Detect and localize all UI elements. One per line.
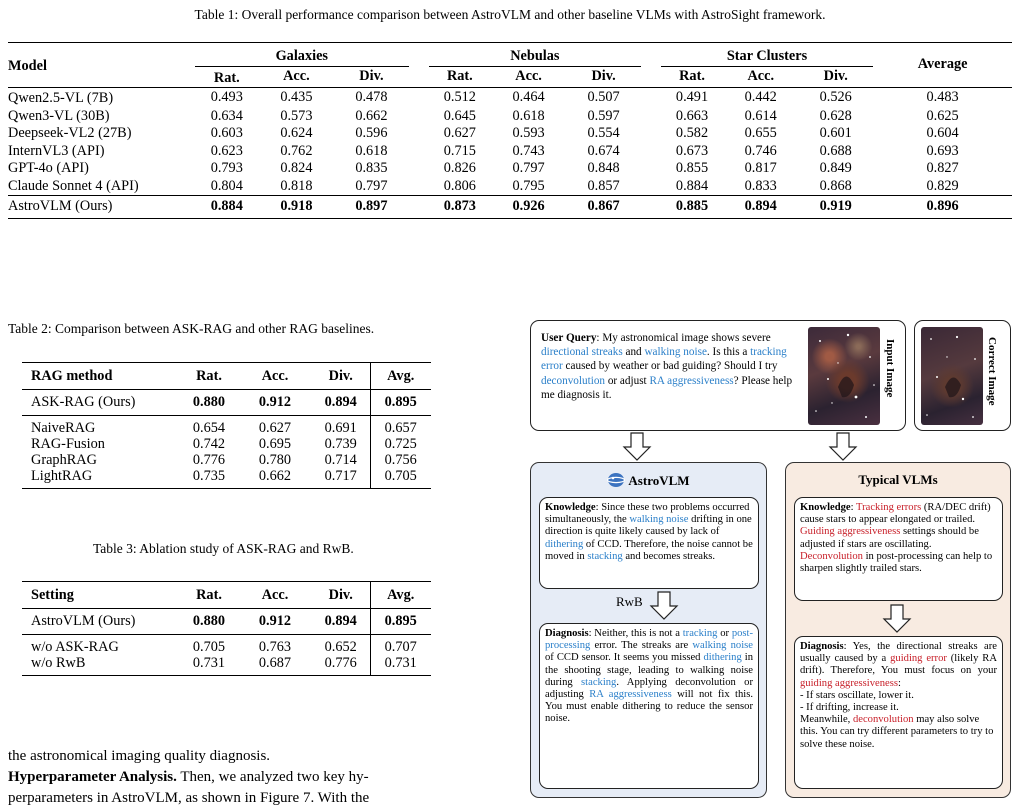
model-name: InternVL3 (API): [8, 142, 105, 159]
score-cell: 0.593: [512, 125, 545, 141]
score-cell: 0.627: [258, 420, 292, 436]
average-cell: 0.604: [926, 125, 959, 141]
table-row: [22, 416, 431, 437]
section-heading: Hyperparameter Analysis.: [8, 769, 177, 785]
score-cell: 0.797: [355, 177, 388, 194]
average-cell: 0.693: [926, 142, 959, 159]
score-cell: 0.614: [744, 107, 777, 124]
row-label: RAG-Fusion: [31, 436, 105, 452]
row-label: ASK-RAG (Ours): [31, 394, 136, 410]
sub-acc: Acc.: [515, 68, 542, 84]
score-cell: 0.776: [192, 452, 226, 468]
table-row-ours: [22, 609, 431, 635]
score-cell: 0.597: [587, 107, 620, 124]
user-query-label: User Query: [541, 332, 597, 344]
star-field: [808, 327, 880, 425]
table-row: [22, 468, 431, 489]
score-cell: 0.691: [324, 420, 357, 436]
row-label: w/o RwB: [31, 655, 86, 671]
body-paragraph: [8, 769, 369, 786]
table1-row: [8, 160, 1012, 178]
model-name: Claude Sonnet 4 (API): [8, 177, 139, 194]
model-name: AstroVLM (Ours): [8, 198, 113, 214]
score-cell: 0.894: [744, 198, 777, 214]
sub-acc: Acc.: [747, 68, 775, 84]
column-header: Acc.: [261, 368, 289, 384]
score-cell: 0.884: [675, 177, 709, 194]
score-cell: 0.756: [370, 452, 431, 468]
correct-image-box: [914, 320, 1011, 431]
average-cell: 0.829: [926, 177, 959, 194]
table2: [22, 362, 431, 489]
column-header: Setting: [31, 587, 74, 603]
astrovlm-knowledge-box: Knowledge: Since these two problems occurred simultaneously, the walking noise drifting in one direction is quite likely caused by lack of dithering of CCD. Therefore, the noise cannot be moved in stacking and becomes streaks.: [539, 497, 759, 589]
score-cell: 0.654: [192, 420, 226, 436]
score-cell: 0.603: [210, 125, 243, 141]
score-cell: 0.512: [443, 89, 476, 105]
score-cell: 0.464: [512, 89, 545, 105]
column-header: Div.: [328, 368, 353, 384]
score-cell: 0.746: [744, 142, 777, 159]
table-row: [22, 635, 431, 656]
table1-row: [8, 88, 1012, 108]
model-name: Deepseek-VL2 (27B): [8, 125, 132, 141]
score-cell: 0.895: [370, 390, 431, 416]
table-row: [22, 436, 431, 452]
user-query-box: [530, 320, 906, 431]
group-star-clusters: Star Clusters: [661, 43, 873, 67]
score-cell: 0.707: [370, 635, 431, 656]
typical-vlms-panel: [785, 462, 1011, 798]
table3: [22, 581, 431, 676]
astrovlm-panel: [530, 462, 767, 798]
correct-image-label: Correct Image: [986, 337, 999, 406]
model-name: Qwen3-VL (30B): [8, 107, 110, 124]
score-cell: 0.735: [192, 468, 226, 484]
table1: [8, 42, 1012, 219]
typical-vlms-title: Typical VLMs: [858, 472, 938, 487]
score-cell: 0.695: [258, 436, 292, 452]
score-cell: 0.742: [192, 436, 226, 452]
score-cell: 0.824: [280, 160, 313, 176]
score-cell: 0.554: [587, 125, 620, 141]
star-field: [921, 327, 983, 425]
sub-div: Div.: [359, 68, 384, 84]
score-cell: 0.795: [512, 177, 545, 194]
body-line-2: Then, we analyzed two key hy-: [176, 769, 369, 785]
sub-rat: Rat.: [213, 69, 240, 86]
score-cell: 0.714: [324, 452, 357, 468]
score-cell: 0.776: [324, 655, 357, 671]
score-cell: 0.762: [280, 142, 313, 159]
score-cell: 0.645: [443, 107, 476, 124]
score-cell: 0.818: [280, 177, 313, 194]
row-label: LightRAG: [31, 468, 93, 484]
table1-row: [8, 178, 1012, 196]
score-cell: 0.725: [370, 436, 431, 452]
input-image-label: Input Image: [884, 339, 897, 398]
score-cell: 0.582: [675, 125, 709, 141]
score-cell: 0.855: [675, 160, 709, 176]
score-cell: 0.507: [587, 89, 620, 105]
down-arrow-icon: [622, 432, 652, 462]
input-image: [808, 327, 880, 425]
table-row: [22, 655, 431, 676]
score-cell: 0.868: [819, 177, 852, 194]
figure: [530, 320, 1012, 800]
model-name: GPT-4o (API): [8, 160, 89, 176]
score-cell: 0.793: [210, 160, 243, 176]
average-header: Average: [917, 56, 968, 73]
score-cell: 0.652: [324, 639, 357, 655]
column-header: RAG method: [31, 368, 113, 384]
score-cell: 0.601: [819, 125, 852, 141]
body-line-1: the astronomical imaging quality diagnosis.: [8, 748, 271, 764]
score-cell: 0.662: [258, 468, 292, 484]
group-nebulas: Nebulas: [429, 43, 641, 67]
typical-knowledge-box: Knowledge: Tracking errors (RA/DEC drift) cause stars to appear elongated or trailed. Guiding aggressiveness settings should be adjusted if stars are oscillating. Deconvolution in post-processing can help to sharpen slightly trailed stars.: [794, 497, 1003, 601]
score-cell: 0.867: [587, 198, 620, 214]
down-arrow-icon: [649, 591, 679, 621]
score-cell: 0.835: [355, 160, 388, 176]
score-cell: 0.833: [744, 177, 777, 194]
rwb-label: RwB: [616, 594, 643, 609]
score-cell: 0.623: [210, 142, 243, 159]
row-label: NaiveRAG: [31, 420, 96, 436]
score-cell: 0.478: [355, 89, 388, 105]
score-cell: 0.848: [587, 160, 620, 176]
table-header-row: [22, 363, 431, 390]
table-row-ours: [22, 390, 431, 416]
score-cell: 0.673: [675, 142, 709, 159]
table1-caption: Table 1: Overall performance comparison between AstroVLM and other baseline VLMs with AstroSight framework.: [194, 7, 826, 22]
score-cell: 0.912: [258, 394, 292, 410]
score-cell: 0.657: [370, 416, 431, 437]
score-cell: 0.894: [324, 613, 357, 629]
sub-rat: Rat.: [679, 68, 705, 84]
average-cell: 0.483: [926, 89, 959, 105]
sub-div: Div.: [823, 68, 848, 84]
table1-row: [8, 143, 1012, 161]
score-cell: 0.763: [258, 639, 292, 655]
score-cell: 0.897: [355, 198, 388, 214]
score-cell: 0.596: [355, 125, 388, 141]
score-cell: 0.817: [744, 160, 777, 176]
score-cell: 0.493: [210, 89, 243, 105]
user-query-text: User Query: My astronomical image shows severe directional streaks and walking noise. Is this a tracking error caused by weather or bad guiding? Should I try deconvolution or adjust RA aggressiveness? Please help me diagnosis it.: [541, 332, 793, 401]
score-cell: 0.880: [192, 613, 226, 629]
diagnosis-bullet: - If drifting, increase it.: [800, 702, 899, 714]
score-cell: 0.663: [675, 107, 709, 124]
score-cell: 0.628: [819, 107, 852, 124]
score-cell: 0.705: [370, 468, 431, 489]
average-cell: 0.896: [926, 198, 959, 214]
astrovlm-diagnosis-box: Diagnosis: Neither, this is not a tracking or post-processing error. The streaks are walking noise of CCD sensor. It seems you missed dithering in the shooting stage, leading to walking noise during stacking. Applying deconvolution or adjusting RA aggressiveness will not fix this. You must enable dithering to reduce the sensor noise.: [539, 623, 759, 789]
score-cell: 0.731: [370, 655, 431, 676]
astrovlm-title: AstroVLM: [531, 472, 766, 488]
sub-acc: Acc.: [283, 68, 310, 84]
score-cell: 0.717: [324, 468, 357, 484]
down-arrow-icon: [828, 432, 858, 462]
row-label: AstroVLM (Ours): [31, 613, 136, 629]
table-row: [22, 452, 431, 468]
column-header: Div.: [328, 587, 353, 603]
group-galaxies: Galaxies: [195, 43, 409, 67]
score-cell: 0.885: [675, 198, 709, 214]
table3-caption: Table 3: Ablation study of ASK-RAG and RwB.: [93, 541, 354, 556]
score-cell: 0.804: [210, 177, 243, 194]
column-header: Rat.: [196, 587, 222, 603]
sub-div: Div.: [591, 68, 616, 84]
row-label: GraphRAG: [31, 452, 97, 468]
score-cell: 0.743: [512, 142, 545, 159]
average-cell: 0.827: [926, 160, 959, 176]
score-cell: 0.526: [819, 89, 852, 105]
score-cell: 0.627: [443, 125, 476, 141]
score-cell: 0.705: [192, 639, 226, 655]
score-cell: 0.618: [512, 107, 545, 124]
score-cell: 0.435: [280, 89, 313, 105]
score-cell: 0.715: [443, 142, 476, 159]
score-cell: 0.634: [210, 107, 243, 124]
score-cell: 0.873: [443, 198, 476, 214]
table1-row: [8, 108, 1012, 126]
score-cell: 0.687: [258, 655, 292, 671]
score-cell: 0.849: [819, 160, 852, 176]
score-cell: 0.880: [192, 394, 226, 410]
score-cell: 0.662: [355, 107, 388, 124]
score-cell: 0.857: [587, 177, 620, 194]
correct-image: [921, 327, 983, 425]
score-cell: 0.573: [280, 107, 313, 124]
score-cell: 0.624: [280, 125, 313, 141]
score-cell: 0.442: [744, 89, 777, 105]
score-cell: 0.491: [675, 89, 709, 105]
astrovlm-logo-icon: [607, 472, 625, 488]
diagnosis-bullet: - If stars oscillate, lower it.: [800, 689, 914, 701]
score-cell: 0.674: [587, 142, 620, 159]
table-header-row: [22, 582, 431, 609]
score-cell: 0.926: [512, 198, 545, 214]
score-cell: 0.826: [443, 160, 476, 176]
score-cell: 0.739: [324, 436, 357, 452]
score-cell: 0.655: [744, 125, 777, 141]
score-cell: 0.919: [819, 198, 852, 214]
row-label: w/o ASK-RAG: [31, 639, 119, 655]
column-header: Avg.: [370, 582, 431, 609]
sub-rat: Rat.: [446, 68, 473, 84]
table1-row: [8, 125, 1012, 143]
column-header: Avg.: [370, 363, 431, 390]
table1-row-ours: [8, 196, 1012, 219]
score-cell: 0.918: [280, 198, 313, 214]
score-cell: 0.806: [443, 177, 476, 194]
down-arrow-icon: [882, 604, 912, 634]
body-line-3: perparameters in AstroVLM, as shown in Figure 7. With the: [8, 790, 370, 806]
typical-diagnosis-box: Diagnosis: Yes, the directional streaks are usually caused by a guiding error (likely RA drift). Therefore, You must focus on your guiding aggressiveness: - If stars oscillate, lower it. - If drifting, increase it. Meanwhile, deconvolution may also solve this. You can try different parameters to try to solve these noise.: [794, 636, 1003, 789]
model-header: Model: [8, 57, 47, 74]
model-name: Qwen2.5-VL (7B): [8, 90, 114, 106]
column-header: Rat.: [196, 368, 222, 384]
score-cell: 0.912: [258, 613, 292, 629]
score-cell: 0.894: [324, 394, 357, 410]
score-cell: 0.688: [819, 142, 852, 159]
score-cell: 0.780: [258, 452, 292, 468]
score-cell: 0.618: [355, 142, 388, 159]
score-cell: 0.797: [512, 160, 545, 176]
score-cell: 0.895: [370, 609, 431, 635]
table2-caption: Table 2: Comparison between ASK-RAG and other RAG baselines.: [8, 321, 375, 336]
average-cell: 0.625: [926, 107, 959, 124]
score-cell: 0.731: [192, 655, 226, 671]
score-cell: 0.884: [210, 198, 243, 214]
column-header: Acc.: [261, 587, 289, 603]
